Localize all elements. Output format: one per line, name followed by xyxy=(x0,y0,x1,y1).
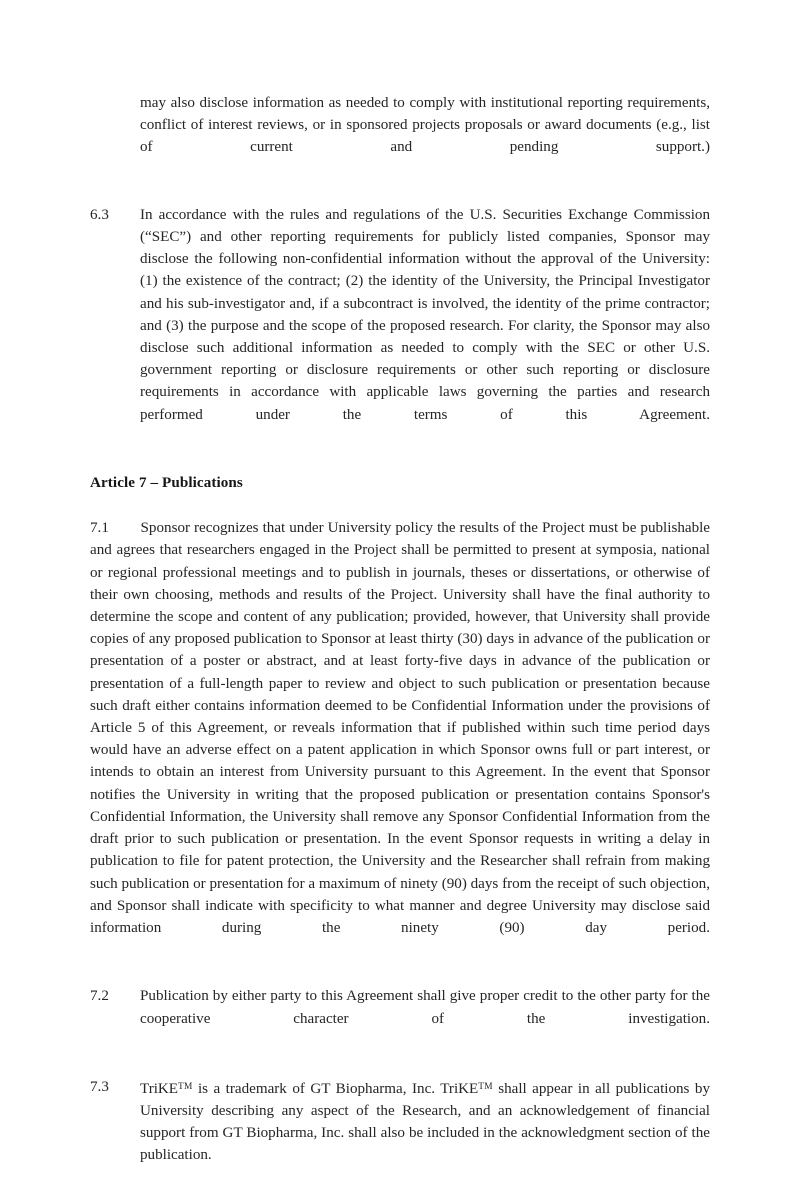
clause-7-2 xyxy=(90,985,710,1052)
spacer xyxy=(90,961,710,985)
page-content xyxy=(90,92,710,1189)
article-7-heading: Article 7 – Publications xyxy=(90,475,243,492)
trademark-icon: TM xyxy=(178,1081,193,1092)
clause-7-3 xyxy=(90,1076,710,1189)
clause-6-2-continuation-text: may also disclose information as needed to comply with institutional reporting requirements, conflict of interest reviews, or in sponsored projects proposals or award documents (e.g., list of current and pending support.) xyxy=(140,95,710,156)
clause-6-3 xyxy=(90,204,710,448)
clause-7-1 xyxy=(90,517,710,961)
spacer xyxy=(90,494,710,517)
spacer xyxy=(90,181,710,204)
clause-7-3-text-part-1: TriKE xyxy=(140,1080,179,1097)
clause-7-3-text xyxy=(140,1076,710,1189)
clause-7-3-text-part-3: shall appear in all publications by University describing any aspect of the Research, and an acknowledgement of financial support from GT Biopharma, Inc. shall also be included in the acknowledgment section of the publication. xyxy=(140,1080,710,1164)
clause-7-1-number: 7.1 xyxy=(90,520,109,537)
clause-7-3-text-part-2: is a trademark of GT Biopharma, Inc. TriKE xyxy=(192,1080,479,1097)
clause-6-3-number: 6.3 xyxy=(90,206,109,223)
clause-7-1-body xyxy=(90,517,710,961)
clause-7-3-number: 7.3 xyxy=(90,1078,109,1095)
spacer xyxy=(90,448,710,472)
clause-7-1-text: Sponsor recognizes that under University policy the results of the Project must be publishable and agrees that researchers engaged in the Project shall be permitted to present at symposia, national or regional professional meetings and to publish in journals, theses or dissertations, or otherwise of their own choosing, methods and results of the Project. University shall have the final authority to determine the scope and content of any publication; provided, however, that University shall provide copies of any proposed publication to Sponsor at least thirty (30) days in advance of the publication or presentation of a poster or abstract, and at least forty-five days in advance of the publication or presentation of a full-length paper to review and object to such publication or presentation because such draft either contains information deemed to be Confidential Information under the provisions of Article 5 of this Agreement, or reveals information that if published within such time period days would have an adverse effect on a patent application in which Sponsor owns full or part interest, or intends to obtain an interest from University pursuant to this Agreement. In the event that Sponsor notifies the University in writing that the proposed publication or presentation contains Sponsor's Confidential Information, the University shall remove any Sponsor Confidential Information from the draft prior to such publication or presentation. In the event Sponsor requests in writing a delay in publication to file for patent protection, the University and the Researcher shall refrain from making such publication or presentation for a maximum of ninety (90) days from the receipt of such objection, and Sponsor shall indicate with specificity to what manner and degree University may disclose said information during the ninety (90) day period. xyxy=(90,520,711,936)
clause-6-3-text: In accordance with the rules and regulations of the U.S. Securities Exchange Commission (“SEC”) and other reporting requirements for publicly listed companies, Sponsor may disclose the following non-confidential information without the approval of the University: (1) the existence of the contract; (2) the identity of the University, the Principal Investigator and his sub-investigator and, if a subcontract is involved, the identity of the prime contractor; and (3) the purpose and the scope of the proposed research. For clarity, the Sponsor may also disclose such additional information as needed to comply with the SEC or other U.S. government reporting or disclosure requirements or other such reporting or disclosure requirements in accordance with applicable laws governing the parties and research performed under the terms of this Agreement. xyxy=(140,206,710,423)
trademark-icon: TM xyxy=(478,1081,493,1092)
clause-6-2-continuation xyxy=(90,92,710,181)
clause-7-2-text: Publication by either party to this Agreement shall give proper credit to the other party for the cooperative character of the investigation. xyxy=(140,988,710,1027)
spacer xyxy=(90,1052,710,1076)
clause-7-2-number: 7.2 xyxy=(90,988,109,1005)
